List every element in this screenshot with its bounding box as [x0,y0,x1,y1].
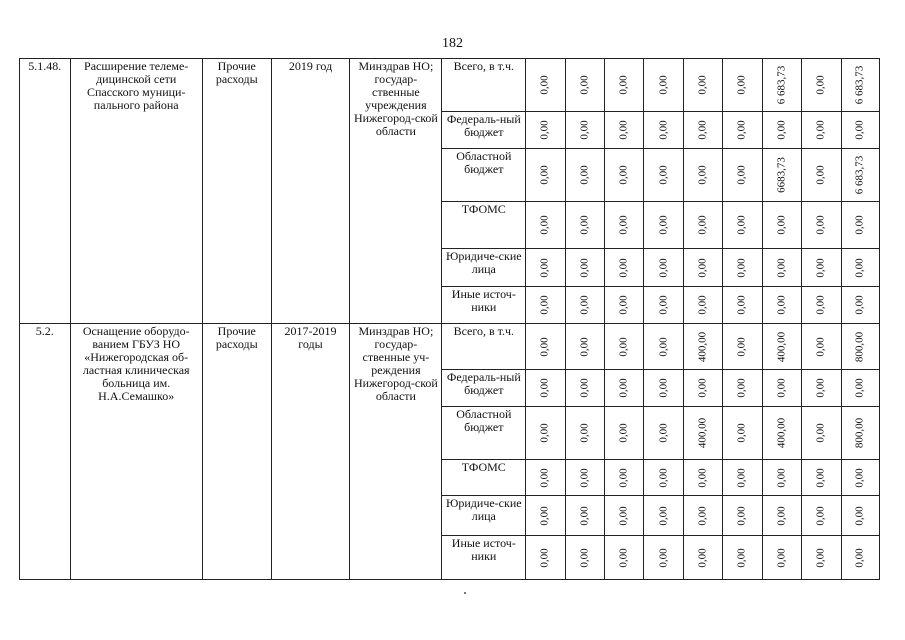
value-cell [802,112,841,149]
page-number: 182 [442,36,463,51]
funding-source-label: Федераль-ный бюджет [442,112,526,149]
value-cell [644,287,683,324]
value-cell [644,407,683,460]
value-text: 0,00 [735,165,748,185]
value-cell [723,287,762,324]
value-text: 0,00 [735,120,748,140]
value-cell [565,249,604,287]
value-cell [802,287,841,324]
value-cell [762,149,801,202]
value-cell [644,370,683,407]
value-text: 400,00 [775,331,788,362]
value-cell [605,249,644,287]
value-text: 0,00 [617,336,630,357]
value-text: 0,00 [853,257,866,278]
value-text: 0,00 [814,378,827,398]
value-cell [683,149,722,202]
value-text: 400,00 [696,417,709,449]
value-text: 0,00 [538,336,551,357]
value-cell [723,460,762,496]
value-text: 0,00 [617,378,630,398]
value-text: 0,00 [657,257,670,278]
value-text: 0,00 [775,505,788,526]
value-text: 0,00 [617,547,630,568]
value-text: 0,00 [853,505,866,526]
value-cell [605,287,644,324]
value-cell [802,496,841,536]
value-text: 0,00 [735,257,748,278]
value-cell [762,407,801,460]
value-text: 400,00 [696,331,709,362]
value-cell [526,149,565,202]
value-text: 0,00 [617,467,630,488]
value-cell [683,536,722,580]
period: 2019 год [271,59,350,324]
value-text: 0,00 [538,547,551,568]
value-text: 6 683,73 [775,65,788,105]
value-text: 0,00 [814,120,827,140]
value-text: 0,00 [696,295,709,315]
value-text: 0,00 [814,257,827,278]
value-cell [526,112,565,149]
value-text: 0,00 [853,467,866,488]
value-text: 0,00 [657,505,670,526]
value-cell [644,202,683,249]
value-text: 0,00 [538,423,551,443]
value-text: 0,00 [617,257,630,278]
value-cell [605,407,644,460]
value-text: 0,00 [657,215,670,235]
value-cell [762,249,801,287]
value-cell [723,496,762,536]
value-cell [565,324,604,370]
value-cell [723,536,762,580]
funding-source-label: Юридиче-ские лица [442,496,526,536]
value-text: 0,00 [853,215,866,235]
value-cell [723,202,762,249]
value-text: 0,00 [617,295,630,315]
value-text: 0,00 [814,467,827,488]
table-body [20,59,880,580]
value-text: 0,00 [657,336,670,357]
value-text: 0,00 [775,295,788,315]
value-cell [526,407,565,460]
item-number: 5.1.48. [20,59,71,324]
value-cell [802,149,841,202]
value-cell [565,287,604,324]
value-text: 800,00 [853,331,866,362]
value-cell [644,496,683,536]
value-text: 0,00 [814,505,827,526]
value-cell [605,460,644,496]
executor: Минздрав НО; государ-ственные учреждения Нижегород-ской области [350,59,442,324]
value-text: 0,00 [735,467,748,488]
value-text: 0,00 [617,215,630,235]
period: 2017-2019 годы [271,324,350,580]
value-cell [605,202,644,249]
value-text: 0,00 [578,165,591,185]
value-text: 0,00 [814,295,827,315]
value-cell [565,496,604,536]
value-text: 6 683,73 [853,65,866,105]
value-text: 0,00 [538,215,551,235]
funding-source-label: Иные источ-ники [442,287,526,324]
value-cell [683,496,722,536]
value-cell [683,59,722,112]
funding-source-label: Федераль-ный бюджет [442,370,526,407]
value-cell [762,202,801,249]
value-cell [565,370,604,407]
value-text: 0,00 [853,378,866,398]
value-text: 0,00 [538,75,551,95]
funding-source-label: ТФОМС [442,202,526,249]
value-cell [605,536,644,580]
value-text: 0,00 [696,547,709,568]
value-cell [526,249,565,287]
value-text: 0,00 [657,423,670,443]
value-text: 800,00 [853,417,866,449]
budget-table [19,58,880,580]
value-text: 0,00 [657,120,670,140]
value-text: 0,00 [735,215,748,235]
value-cell [762,287,801,324]
value-cell [565,112,604,149]
value-cell [723,324,762,370]
value-cell [841,536,880,580]
value-cell [644,149,683,202]
funding-source-label: Всего, в т.ч. [442,324,526,370]
value-text: 0,00 [696,120,709,140]
value-text: 0,00 [617,423,630,443]
value-text: 0,00 [696,257,709,278]
table-row [20,59,880,112]
value-cell [565,202,604,249]
value-text: 0,00 [578,423,591,443]
value-text: 0,00 [814,336,827,357]
value-text: 0,00 [775,378,788,398]
table-row [20,324,880,370]
value-text: 0,00 [735,423,748,443]
value-cell [683,287,722,324]
value-cell [526,287,565,324]
value-text: 0,00 [696,467,709,488]
value-text: 0,00 [775,547,788,568]
value-text: 0,00 [578,505,591,526]
value-cell [841,287,880,324]
funding-source-label: Областной бюджет [442,407,526,460]
value-cell [802,460,841,496]
scan-speck [464,592,466,594]
value-cell [802,202,841,249]
value-text: 0,00 [657,547,670,568]
value-cell [526,59,565,112]
value-text: 0,00 [696,378,709,398]
value-text: 0,00 [617,120,630,140]
value-cell [723,249,762,287]
value-text: 0,00 [735,378,748,398]
value-text: 0,00 [578,336,591,357]
value-text: 0,00 [578,75,591,95]
value-cell [644,536,683,580]
value-text: 0,00 [775,120,788,140]
value-text: 0,00 [775,467,788,488]
value-cell [683,460,722,496]
value-cell [605,59,644,112]
value-cell [565,59,604,112]
value-text: 0,00 [696,75,709,95]
value-cell [605,370,644,407]
value-text: 0,00 [735,295,748,315]
value-cell [802,59,841,112]
value-cell [762,536,801,580]
value-cell [723,370,762,407]
value-text: 0,00 [538,505,551,526]
value-cell [683,112,722,149]
value-text: 0,00 [735,75,748,95]
value-cell [762,460,801,496]
value-cell [644,324,683,370]
value-cell [683,249,722,287]
value-cell [565,407,604,460]
value-cell [526,496,565,536]
value-text: 6683,73 [775,157,788,193]
value-cell [802,324,841,370]
value-cell [605,324,644,370]
value-cell [605,149,644,202]
value-text: 0,00 [578,295,591,315]
value-cell [723,149,762,202]
funding-source-label: Областной бюджет [442,149,526,202]
value-text: 0,00 [657,378,670,398]
item-name: Оснащение оборудо-ванием ГБУЗ НО «Нижегородская об-ластная клиническая больница им. Н.А.Семашко» [70,324,202,580]
value-cell [841,370,880,407]
value-cell [683,324,722,370]
funding-source-label: Иные источ-ники [442,536,526,580]
funding-source-label: Всего, в т.ч. [442,59,526,112]
value-text: 0,00 [735,505,748,526]
value-cell [565,149,604,202]
value-text: 0,00 [814,215,827,235]
value-text: 0,00 [814,75,827,95]
item-name: Расширение телеме-дицинской сети Спасского муници-пального района [70,59,202,324]
value-cell [526,460,565,496]
value-text: 0,00 [814,547,827,568]
value-cell [841,249,880,287]
value-text: 0,00 [538,295,551,315]
value-text: 0,00 [578,378,591,398]
value-text: 0,00 [657,295,670,315]
value-cell [683,202,722,249]
value-text: 0,00 [578,547,591,568]
funding-source-label: Юридиче-ские лица [442,249,526,287]
value-cell [723,407,762,460]
value-text: 0,00 [696,165,709,185]
value-cell [723,59,762,112]
value-cell [802,407,841,460]
value-cell [683,407,722,460]
value-text: 0,00 [814,423,827,443]
value-cell [565,536,604,580]
executor: Минздрав НО; государ-ственные уч-реждения Нижегород-ской области [350,324,442,580]
value-cell [605,112,644,149]
value-text: 0,00 [735,336,748,357]
value-cell [526,202,565,249]
item-number: 5.2. [20,324,71,580]
value-text: 0,00 [617,505,630,526]
value-text: 0,00 [853,547,866,568]
value-cell [762,59,801,112]
value-text: 0,00 [853,295,866,315]
value-cell [841,149,880,202]
value-text: 0,00 [578,120,591,140]
value-cell [841,112,880,149]
value-cell [526,324,565,370]
value-cell [841,59,880,112]
value-cell [644,249,683,287]
value-text: 0,00 [578,215,591,235]
value-cell [762,112,801,149]
value-text: 0,00 [696,215,709,235]
value-cell [723,112,762,149]
value-text: 0,00 [696,505,709,526]
value-text: 0,00 [538,467,551,488]
value-cell [841,202,880,249]
expense-type: Прочие расходы [202,59,271,324]
funding-source-label: ТФОМС [442,460,526,496]
value-cell [802,249,841,287]
expense-type: Прочие расходы [202,324,271,580]
value-cell [644,112,683,149]
value-text: 0,00 [578,467,591,488]
value-cell [841,324,880,370]
value-cell [565,460,604,496]
value-text: 0,00 [538,120,551,140]
value-cell [802,536,841,580]
value-cell [841,496,880,536]
value-cell [526,370,565,407]
value-text: 0,00 [657,165,670,185]
value-cell [802,370,841,407]
value-cell [526,536,565,580]
value-cell [762,324,801,370]
value-text: 0,00 [853,120,866,140]
value-text: 0,00 [617,75,630,95]
value-text: 0,00 [657,467,670,488]
value-cell [683,370,722,407]
value-text: 0,00 [538,378,551,398]
value-text: 0,00 [775,215,788,235]
value-text: 0,00 [814,165,827,185]
value-cell [605,496,644,536]
value-text: 0,00 [775,257,788,278]
value-cell [644,460,683,496]
value-text: 6 683,73 [853,155,866,195]
value-cell [841,460,880,496]
value-text: 0,00 [578,257,591,278]
value-cell [644,59,683,112]
value-cell [762,370,801,407]
value-text: 0,00 [735,547,748,568]
value-text: 0,00 [657,75,670,95]
value-cell [762,496,801,536]
value-text: 0,00 [617,165,630,185]
value-cell [841,407,880,460]
value-text: 0,00 [538,257,551,278]
value-text: 0,00 [538,165,551,185]
value-text: 400,00 [775,417,788,449]
